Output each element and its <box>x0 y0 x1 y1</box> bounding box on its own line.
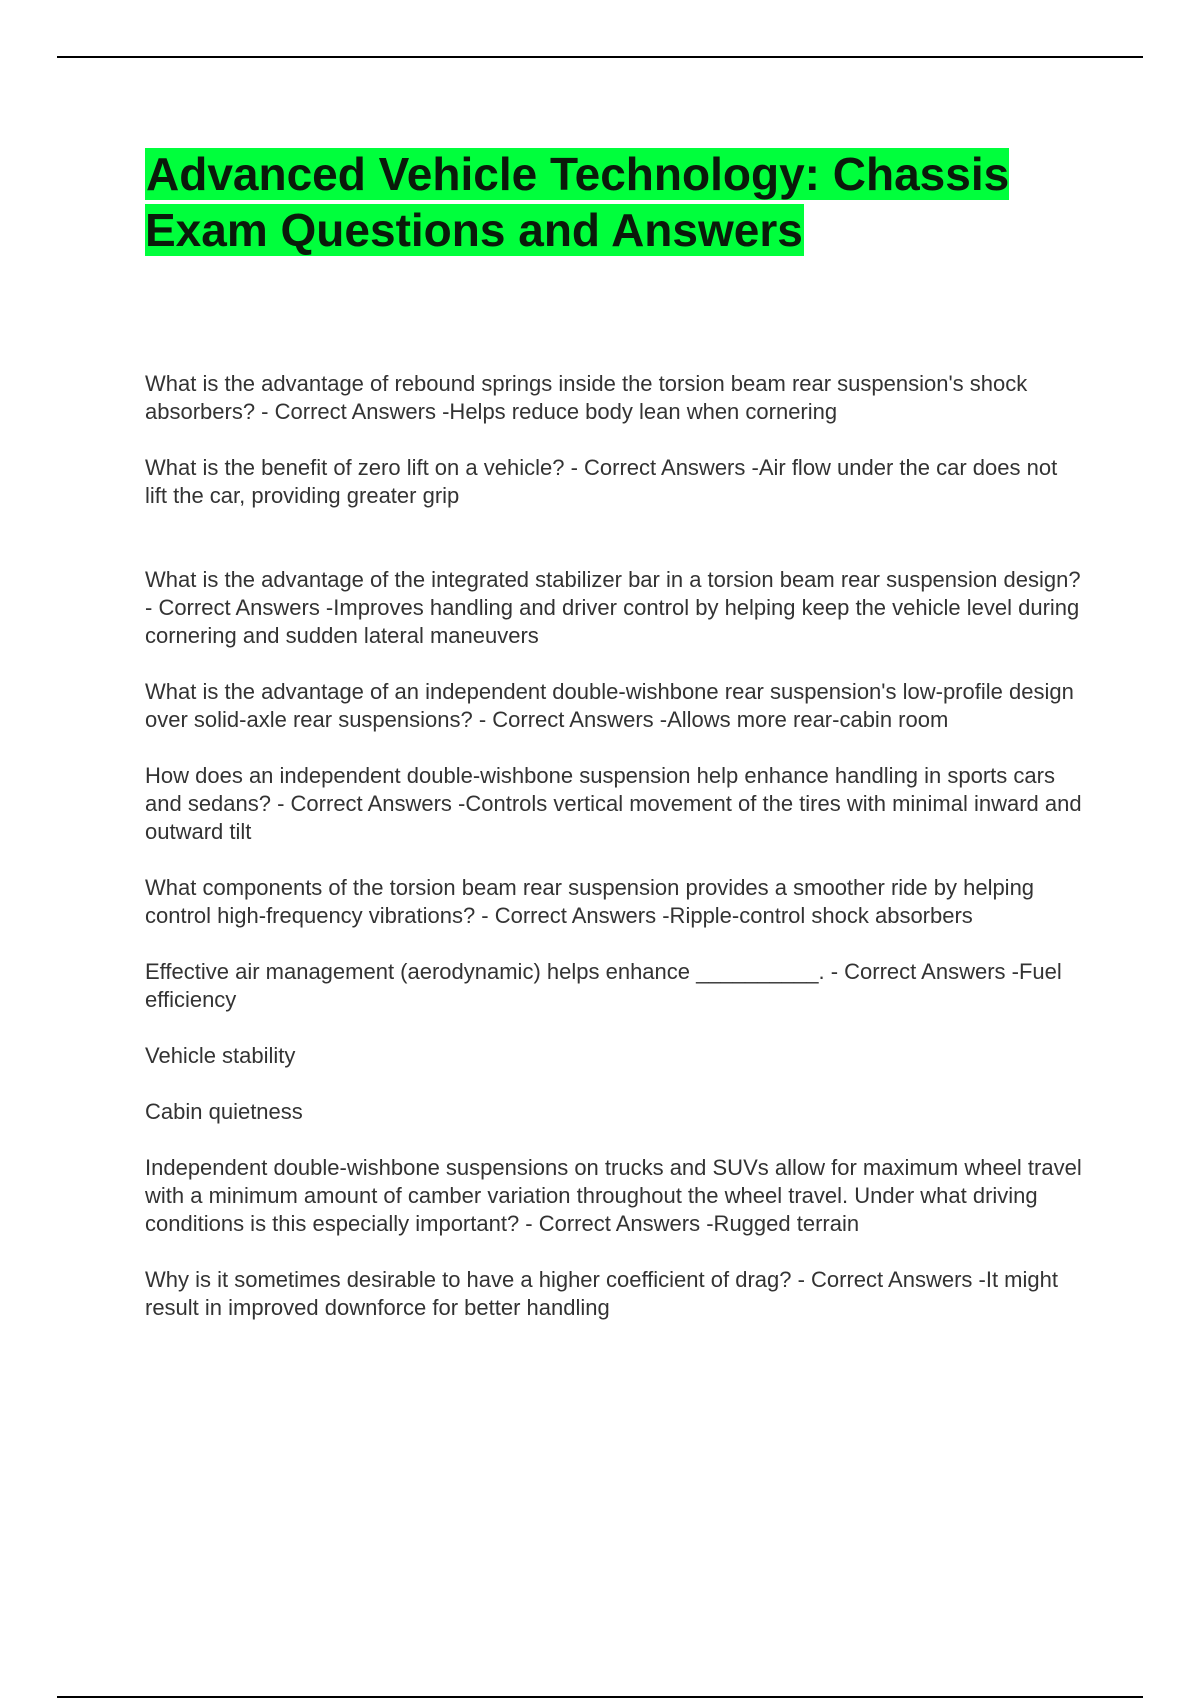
document-title <box>145 146 1085 258</box>
qa-entry: What is the advantage of an independent double-wishbone rear suspension's low-profile design over solid-axle rear suspensions? - Correct Answers -Allows more rear-cabin room <box>145 679 1074 732</box>
qa-entry: What is the benefit of zero lift on a vehicle? - Correct Answers -Air flow under the car does not lift the car, providing greater grip <box>145 455 1058 508</box>
qa-entry: Cabin quietness <box>145 1099 303 1124</box>
qa-entry: What is the advantage of rebound springs inside the torsion beam rear suspension's shock absorbers? - Correct Answers -Helps reduce body lean when cornering <box>145 371 1028 424</box>
title-highlight: Advanced Vehicle Technology: Chassis Exam Questions and Answers <box>145 148 1010 256</box>
qa-entry: What is the advantage of the integrated stabilizer bar in a torsion beam rear suspension design? - Correct Answers -Improves handling and driver control by helping keep the vehicle level during cornering and sudden lateral maneuvers <box>145 567 1081 648</box>
qa-entry: Independent double-wishbone suspensions on trucks and SUVs allow for maximum wheel travel with a minimum amount of camber variation throughout the wheel travel. Under what driving conditions is this especially important? - Correct Answers -Rugged terrain <box>145 1155 1082 1236</box>
header-rule <box>57 56 1143 58</box>
qa-entry: How does an independent double-wishbone suspension help enhance handling in sports cars and sedans? - Correct Answers -Controls vertical movement of the tires with minimal inward and outward tilt <box>145 763 1082 844</box>
qa-entry: Why is it sometimes desirable to have a higher coefficient of drag? - Correct Answers -It might result in improved downforce for better handling <box>145 1267 1058 1320</box>
qa-entry: What components of the torsion beam rear suspension provides a smoother ride by helping control high-frequency vibrations? - Correct Answers -Ripple-control shock absorbers <box>145 875 1035 928</box>
qa-entry: Effective air management (aerodynamic) helps enhance __________. - Correct Answers -Fuel efficiency <box>145 959 1062 1012</box>
footer-rule <box>57 1696 1143 1698</box>
qa-entry: Vehicle stability <box>145 1043 296 1068</box>
document-body <box>145 146 1085 1350</box>
qa-list <box>145 370 1085 1322</box>
